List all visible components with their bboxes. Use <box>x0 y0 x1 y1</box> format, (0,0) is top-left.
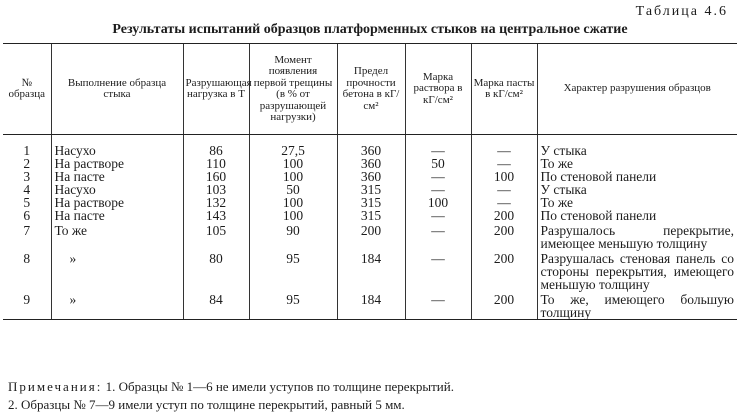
cell-crack: 100 <box>249 196 337 209</box>
cell-strength: 184 <box>337 250 405 291</box>
cell-load: 132 <box>183 196 249 209</box>
cell-load: 86 <box>183 135 249 158</box>
cell-mortar: — <box>405 183 471 196</box>
cell-paste: — <box>471 157 537 170</box>
header-failure-load: Разрушающая нагрузка в Т <box>183 44 249 135</box>
cell-paste: — <box>471 183 537 196</box>
cell-failure: У стыка <box>537 135 737 158</box>
cell-mortar: 100 <box>405 196 471 209</box>
cell-method: » <box>51 250 183 291</box>
notes-label: Примечания: <box>8 379 103 394</box>
cell-strength: 184 <box>337 291 405 320</box>
header-concrete-strength: Предел прочности бетона в кГ/см² <box>337 44 405 135</box>
cell-number: 7 <box>23 223 31 238</box>
table-row <box>3 135 737 158</box>
header-mortar-grade: Марка раствора в кГ/см² <box>405 44 471 135</box>
cell-paste: 200 <box>471 209 537 222</box>
cell-strength: 360 <box>337 157 405 170</box>
header-row <box>3 44 737 135</box>
cell-method: Насухо <box>51 183 183 196</box>
table-caption: Результаты испытаний образцов платформенных стыков на центральное сжатие <box>112 22 628 37</box>
cell-load: 84 <box>183 291 249 320</box>
table-row <box>3 291 737 320</box>
cell-number: 5 <box>23 195 31 210</box>
header-method: Выполнение образца стыка <box>51 44 183 135</box>
cell-paste: 200 <box>471 291 537 320</box>
cell-paste: 200 <box>471 222 537 250</box>
cell-load: 105 <box>183 222 249 250</box>
cell-number: 6 <box>23 208 31 223</box>
cell-crack: 27,5 <box>249 135 337 158</box>
header-failure-character: Характер разрушения образцов <box>537 44 737 135</box>
cell-strength: 315 <box>337 196 405 209</box>
cell-paste: 200 <box>471 250 537 291</box>
cell-load: 80 <box>183 250 249 291</box>
table-notes <box>8 378 454 414</box>
note-1: 1. Образцы № 1—6 не имели уступов по толщине перекрытий. <box>105 379 454 394</box>
cell-mortar: — <box>405 170 471 183</box>
cell-strength: 360 <box>337 170 405 183</box>
note-line-1 <box>8 378 454 396</box>
cell-method: То же <box>51 222 183 250</box>
cell-strength: 360 <box>337 135 405 158</box>
cell-load: 103 <box>183 183 249 196</box>
cell-failure: То же <box>537 196 737 209</box>
cell-failure: По стеновой панели <box>537 170 737 183</box>
cell-strength: 200 <box>337 222 405 250</box>
header-first-crack: Момент появления первой трещины (в % от разрушающей нагрузки) <box>249 44 337 135</box>
cell-failure: Разрушалась стеновая панель со стороны перекрытия, имеющего меньшую толщину <box>537 250 737 291</box>
cell-mortar: — <box>405 291 471 320</box>
cell-crack: 95 <box>249 291 337 320</box>
cell-paste: — <box>471 196 537 209</box>
cell-crack: 50 <box>249 183 337 196</box>
cell-crack: 100 <box>249 209 337 222</box>
cell-mortar: — <box>405 135 471 158</box>
cell-method: » <box>51 291 183 320</box>
header-sample-number: № образца <box>3 44 51 135</box>
cell-load: 110 <box>183 157 249 170</box>
cell-method: На растворе <box>51 157 183 170</box>
cell-load: 143 <box>183 209 249 222</box>
cell-crack: 90 <box>249 222 337 250</box>
cell-mortar: — <box>405 222 471 250</box>
cell-method: Насухо <box>51 135 183 158</box>
table-row <box>3 209 737 222</box>
cell-method: На пасте <box>51 170 183 183</box>
cell-paste: 100 <box>471 170 537 183</box>
note-2: 2. Образцы № 7—9 имели уступ по толщине перекрытий, равный 5 мм. <box>8 397 405 412</box>
results-table <box>3 43 737 320</box>
cell-strength: 315 <box>337 183 405 196</box>
cell-paste: — <box>471 135 537 158</box>
cell-strength: 315 <box>337 209 405 222</box>
cell-failure: То же, имеющего большую толщину <box>537 291 737 320</box>
table-row <box>3 222 737 250</box>
cell-crack: 100 <box>249 157 337 170</box>
cell-number: 1 <box>23 143 31 158</box>
cell-load: 160 <box>183 170 249 183</box>
table-number: Таблица 4.6 <box>635 4 728 19</box>
cell-crack: 100 <box>249 170 337 183</box>
cell-failure: То же <box>537 157 737 170</box>
table-row <box>3 250 737 291</box>
cell-number: 4 <box>23 182 31 197</box>
cell-number: 3 <box>23 169 31 184</box>
cell-crack: 95 <box>249 250 337 291</box>
cell-method: На пасте <box>51 209 183 222</box>
cell-method: На растворе <box>51 196 183 209</box>
cell-failure: Разрушалось перекрытие, имеющее меньшую толщину <box>537 222 737 250</box>
cell-number: 9 <box>3 291 51 320</box>
cell-mortar: — <box>405 209 471 222</box>
cell-failure: По стеновой панели <box>537 209 737 222</box>
cell-mortar: 50 <box>405 157 471 170</box>
header-paste-grade: Марка пасты в кГ/см² <box>471 44 537 135</box>
cell-number: 8 <box>23 251 31 266</box>
cell-number: 2 <box>23 156 31 171</box>
cell-mortar: — <box>405 250 471 291</box>
cell-failure: У стыка <box>537 183 737 196</box>
